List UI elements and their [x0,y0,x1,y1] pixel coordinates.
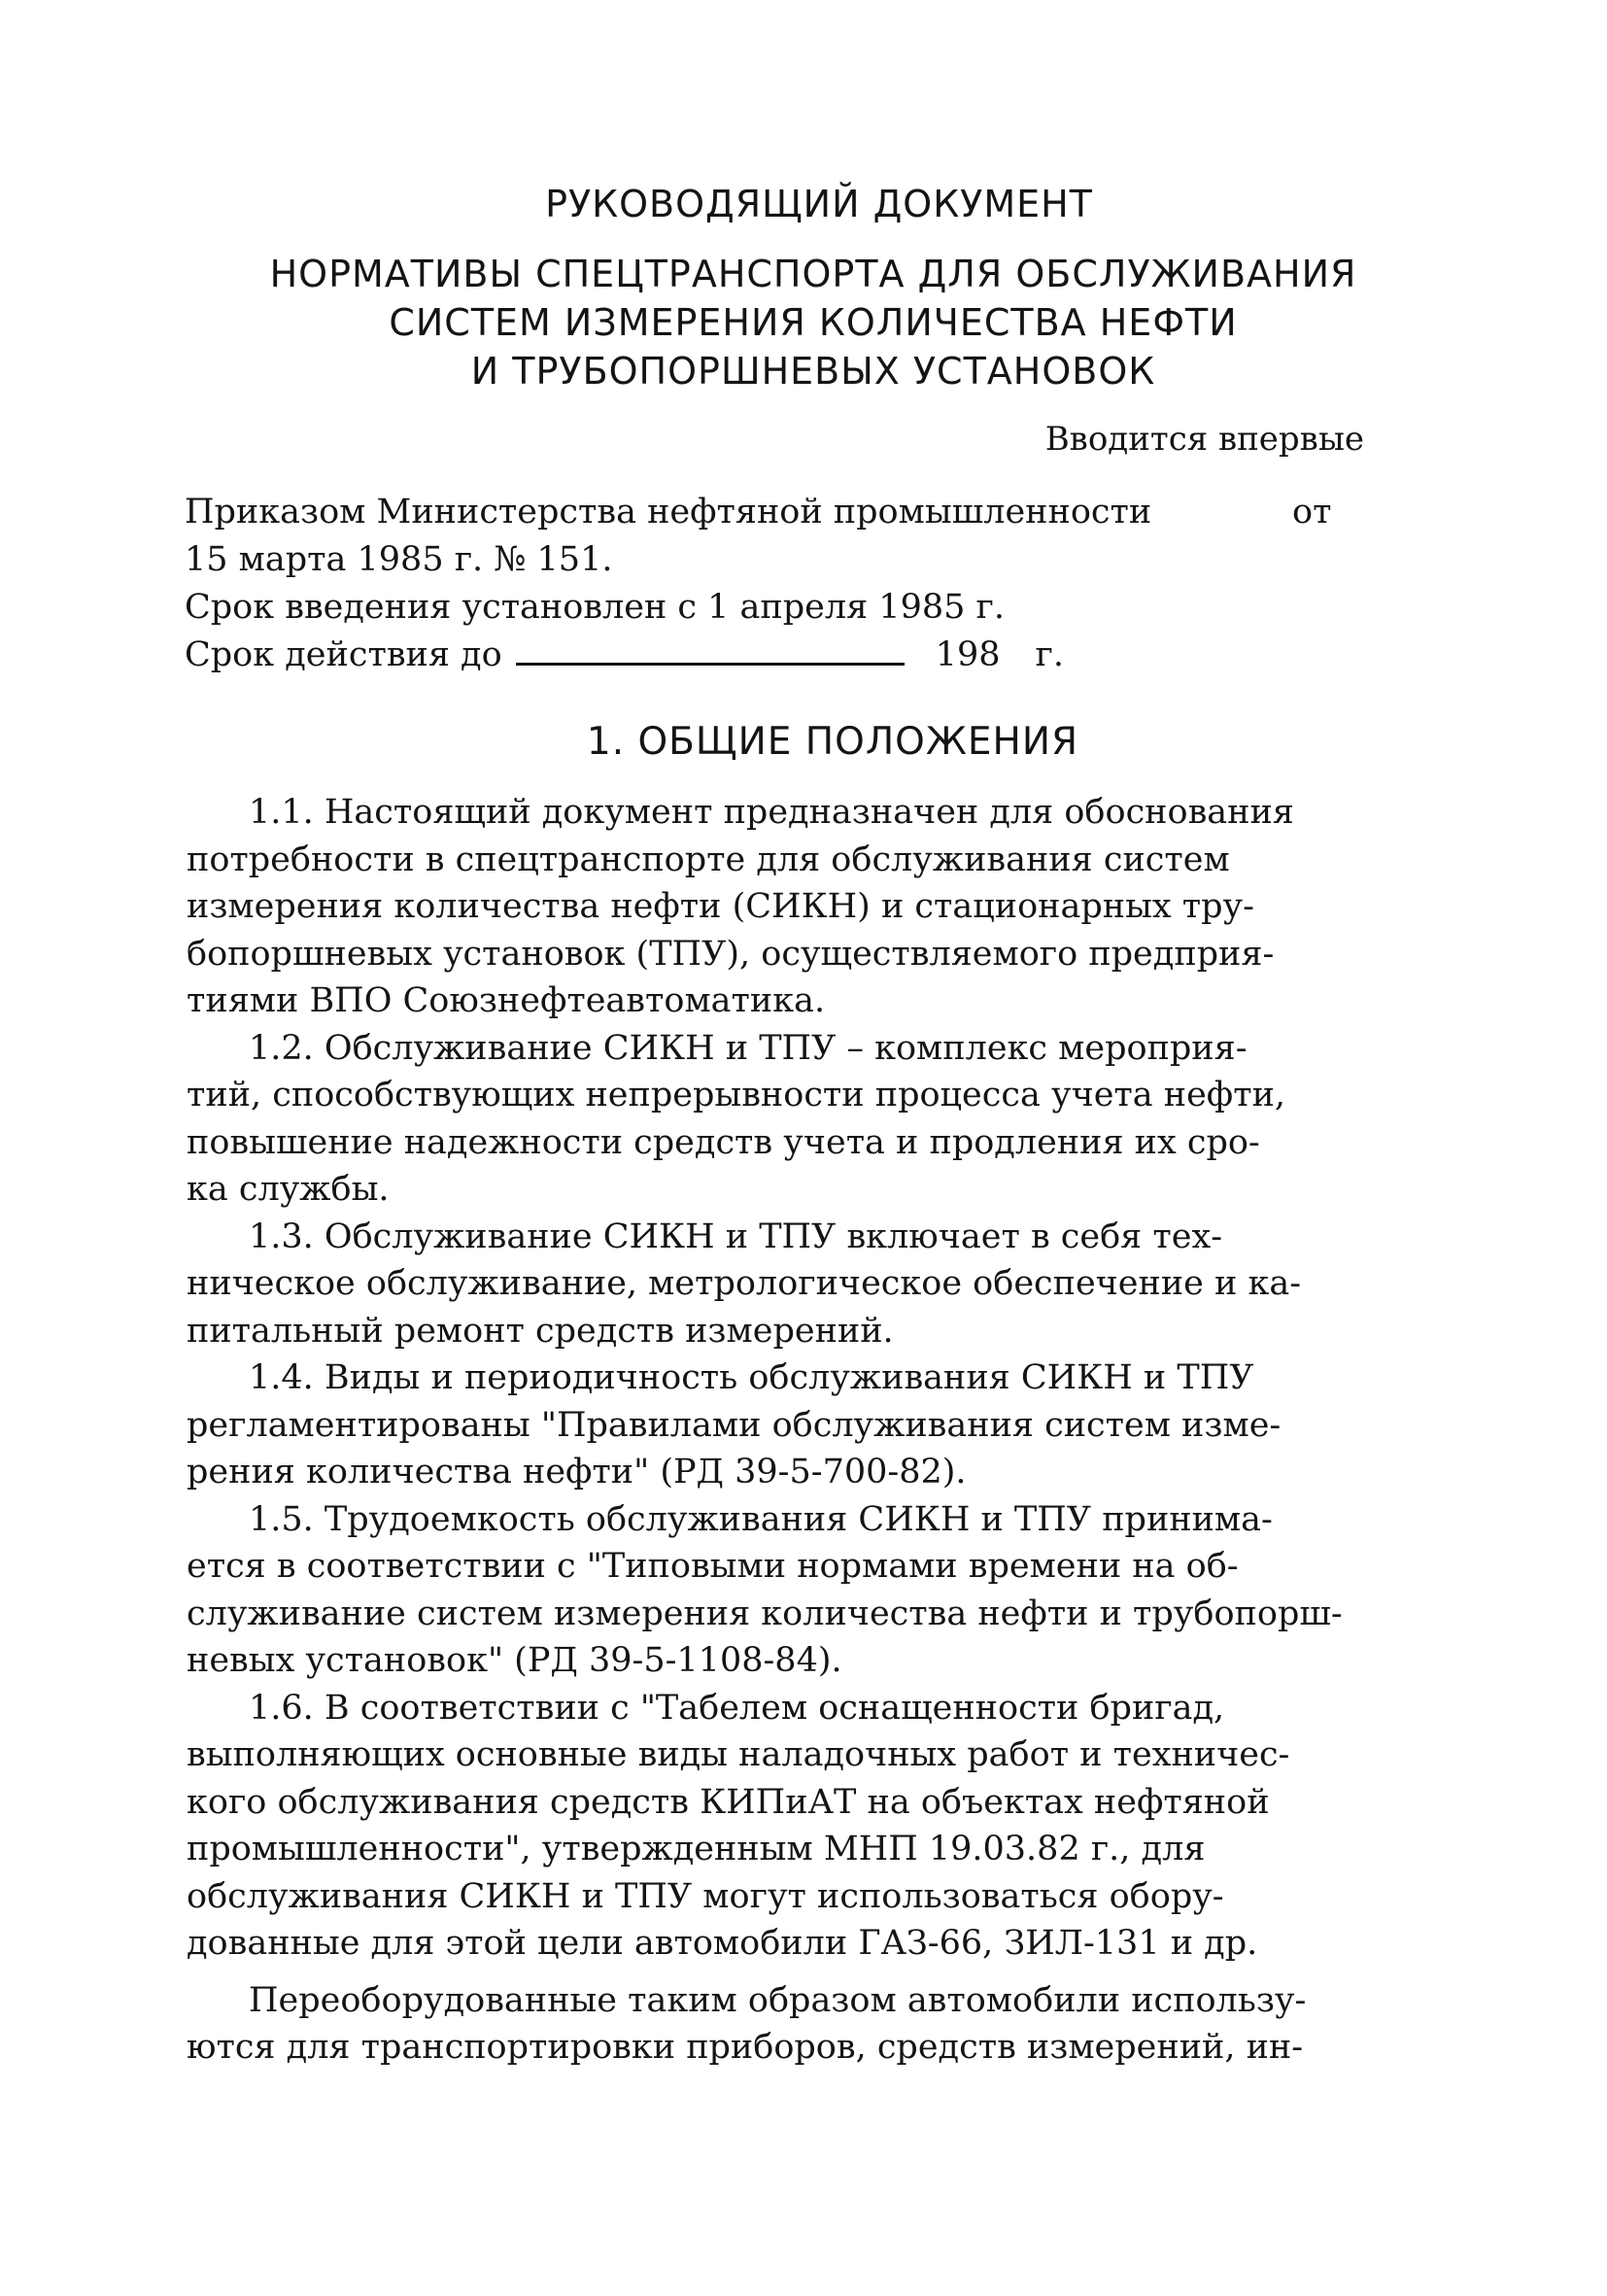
paragraph [187,1025,1430,1214]
section-title: 1. ОБЩИЕ ПОЛОЖЕНИЯ [586,720,1079,764]
paragraph-line: регламентированы "Правилами обслуживания систем изме- [187,1405,1282,1445]
section-body [187,789,1430,2072]
paragraph [187,1977,1430,2072]
paragraph-line: питальный ремонт средств измерений. [187,1311,894,1351]
first-issue-note: Вводится впервые [1044,420,1364,459]
paragraph-line: 1.6. В соответствии с "Табелем оснащенности бригад, [249,1688,1225,1728]
paragraph-line: 1.1. Настоящий документ предназначен для обоснования [249,793,1294,832]
paragraph [187,1685,1430,1968]
paragraph-line: ка службы. [187,1170,390,1209]
paragraph-line: Переоборудованные таким образом автомобили использу- [249,1980,1307,2020]
paragraph-line: бопоршневых установок (ТПУ), осуществляемого предприя- [187,934,1275,974]
paragraph-line: промышленности", утвержденным МНП 19.03.82 г., для [187,1830,1206,1868]
paragraph-line: ются для транспортировки приборов, средств измерений, ин- [187,2028,1304,2067]
paragraph-line: ническое обслуживание, метрологическое обеспечение и ка- [187,1264,1302,1303]
document-title-line: НОРМАТИВЫ СПЕЦТРАНСПОРТА ДЛЯ ОБСЛУЖИВАНИЯ [269,253,1357,295]
paragraph-line: повышение надежности средств учета и продления их сро- [187,1122,1260,1162]
paragraph-line: выполняющих основные виды наладочных работ и техничес- [187,1735,1290,1774]
paragraph-line: обслуживания СИКН и ТПУ могут использоваться обору- [187,1876,1224,1916]
paragraph-line: 1.5. Трудоемкость обслуживания СИКН и ТПУ принима- [249,1499,1273,1539]
approval-order-text: Приказом Министерства нефтяной промышленности [185,493,1152,531]
validity-prefix: Срок действия до [185,635,502,674]
paragraph [187,1214,1430,1355]
effective-date: Срок введения установлен с 1 апреля 1985 г. [185,588,1005,627]
document-type-heading: РУКОВОДЯЩИЙ ДОКУМЕНТ [545,183,1093,225]
paragraph [187,1496,1430,1685]
paragraph-line: потребности в спецтранспорте для обслуживания систем [187,840,1230,879]
paragraph [187,789,1430,1025]
approval-order-date: 15 марта 1985 г. № 151. [185,540,613,579]
paragraph-line: дованные для этой цели автомобили ГАЗ-66, ЗИЛ-131 и др. [187,1924,1258,1963]
validity-year: 198 [935,635,1001,674]
approval-block [185,489,1409,679]
paragraph-line: 1.3. Обслуживание СИКН и ТПУ включает в себя тех- [249,1217,1223,1256]
document-title [10,251,1607,396]
paragraph-line: служивание систем измерения количества нефти и трубопорш- [187,1593,1343,1633]
validity-line [185,632,1409,679]
document-title-line: СИСТЕМ ИЗМЕРЕНИЯ КОЛИЧЕСТВА НЕФТИ [389,301,1238,344]
paragraph-line: тий, способствующих непрерывности процесса учета нефти, [187,1076,1286,1114]
paragraph-gap [187,1968,1430,1977]
paragraph-line: невых установок" (РД 39-5-1108-84). [187,1641,842,1680]
validity-blank-underline [516,634,905,666]
paragraph [187,1354,1430,1496]
paragraph-line: ется в соответствии с "Типовыми нормами времени на об- [187,1547,1239,1586]
paragraph-line: 1.4. Виды и периодичность обслуживания СИКН и ТПУ [249,1358,1254,1397]
paragraph-line: измерения количества нефти (СИКН) и стационарных тру- [187,887,1254,926]
document-title-line: И ТРУБОПОРШНЕВЫХ УСТАНОВОК [470,350,1156,393]
paragraph-line: тиями ВПО Союзнефтеавтоматика. [187,981,826,1020]
approval-order-line [185,489,1409,536]
paragraph-line: рения количества нефти" (РД 39-5-700-82). [187,1453,967,1491]
paragraph-line: кого обслуживания средств КИПиАТ на объектах нефтяной [187,1782,1270,1822]
paragraph-line: 1.2. Обслуживание СИКН и ТПУ – комплекс мероприя- [249,1028,1248,1068]
validity-suffix: г. [1035,635,1064,674]
approval-order-ot: от [1292,493,1332,531]
